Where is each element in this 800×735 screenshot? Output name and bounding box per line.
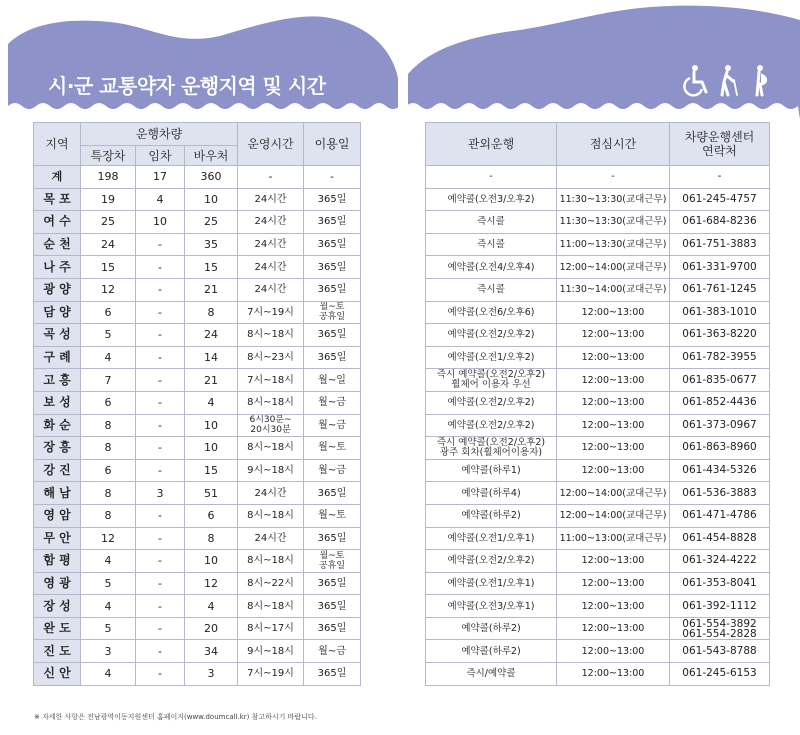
table-cell: 월~금 (304, 640, 361, 663)
table-cell: 6 (81, 459, 136, 482)
table-cell: 35 (185, 233, 238, 256)
table-cell: 365일 (304, 617, 361, 640)
table-row (426, 278, 770, 301)
table-cell: 12:00~13:00 (557, 391, 670, 414)
table-cell: 12:00~13:00 (557, 459, 670, 482)
table-cell: 4 (81, 346, 136, 369)
table-cell: 즉시콜 (426, 233, 557, 256)
contact-table-body (426, 166, 770, 686)
table-cell: 12:00~13:00 (557, 324, 670, 347)
table-cell: - (136, 504, 185, 527)
table-cell: 7시~19시 (238, 301, 304, 324)
table-cell: 365일 (304, 233, 361, 256)
table-row (426, 663, 770, 686)
table-cell: 월~토 공휴일 (304, 550, 361, 573)
region-cell: 계 (34, 166, 81, 189)
table-cell: 15 (185, 459, 238, 482)
table-row (426, 640, 770, 663)
table-row (426, 437, 770, 460)
region-cell: 순 천 (34, 233, 81, 256)
table-row (34, 504, 361, 527)
table-cell: 24 (81, 233, 136, 256)
table-cell: 예약콜(오전4/오후4) (426, 256, 557, 279)
table-cell: 10 (185, 414, 238, 437)
table-row (426, 414, 770, 437)
table-cell: - (136, 256, 185, 279)
region-cell: 곡 성 (34, 324, 81, 347)
table-cell: 24시간 (238, 188, 304, 211)
table-cell: 8시~18시 (238, 595, 304, 618)
table-cell: 365일 (304, 346, 361, 369)
table-cell: - (136, 595, 185, 618)
elderly-icon (722, 65, 737, 95)
table-cell: - (136, 437, 185, 460)
table-cell: 예약콜(오전2/오후2) (426, 414, 557, 437)
col-lunch: 점심시간 (557, 123, 670, 166)
table-cell: 4 (81, 550, 136, 573)
table-cell: 10 (185, 437, 238, 460)
table-cell: 8시~18시 (238, 324, 304, 347)
col-days: 이용일 (304, 123, 361, 166)
table-row (34, 346, 361, 369)
region-cell: 고 흥 (34, 369, 81, 392)
table-row (34, 256, 361, 279)
table-row (426, 595, 770, 618)
table-cell: - (136, 572, 185, 595)
table-row (34, 233, 361, 256)
table-cell: 즉시콜 (426, 211, 557, 234)
region-cell: 목 포 (34, 188, 81, 211)
phone-cell: 061-835-0677 (670, 369, 770, 392)
table-cell: 12:00~13:00 (557, 369, 670, 392)
col-out-of-area: 관외운행 (426, 123, 557, 166)
table-cell: - (136, 617, 185, 640)
region-cell: 완 도 (34, 617, 81, 640)
table-cell: 8 (185, 527, 238, 550)
table-cell: 11:00~13:30(교대근무) (557, 233, 670, 256)
table-cell: 8 (81, 482, 136, 505)
phone-cell: 061-324-4222 (670, 550, 770, 573)
col-center-contact: 차량운행센터 연락처 (670, 123, 770, 166)
region-cell: 보 성 (34, 391, 81, 414)
col-voucher: 바우처 (185, 146, 238, 166)
table-cell: 8시~23시 (238, 346, 304, 369)
table-cell: 12:00~13:00 (557, 550, 670, 573)
table-cell: 7시~18시 (238, 369, 304, 392)
table-cell: 예약콜(오전2/오후2) (426, 391, 557, 414)
table-cell: 3 (136, 482, 185, 505)
region-cell: 영 암 (34, 504, 81, 527)
table-cell: 24시간 (238, 233, 304, 256)
wheelchair-icon (684, 65, 706, 95)
table-cell: 12:00~14:00(교대근무) (557, 504, 670, 527)
table-cell: 4 (81, 595, 136, 618)
table-cell: - (136, 233, 185, 256)
table-row (34, 572, 361, 595)
phone-cell: 061-863-8960 (670, 437, 770, 460)
table-row (34, 369, 361, 392)
table-cell: 20 (185, 617, 238, 640)
table-row (426, 233, 770, 256)
phone-cell: - (670, 166, 770, 189)
table-cell: 17 (136, 166, 185, 189)
region-cell: 여 수 (34, 211, 81, 234)
table-cell: 8시~18시 (238, 550, 304, 573)
phone-cell: 061-353-8041 (670, 572, 770, 595)
table-cell: 8시~18시 (238, 391, 304, 414)
table-cell: 12:00~14:00(교대근무) (557, 256, 670, 279)
region-cell: 강 진 (34, 459, 81, 482)
table-cell: 6 (81, 301, 136, 324)
table-cell: 8 (81, 437, 136, 460)
accessibility-icons (682, 64, 782, 98)
table-cell: 즉시 예약콜(오전2/오후2) 휠체어 이용자 우선 (426, 369, 557, 392)
table-cell: 24시간 (238, 527, 304, 550)
table-cell: - (304, 166, 361, 189)
table-cell: - (238, 166, 304, 189)
table-cell: 12 (81, 278, 136, 301)
table-cell: 8 (81, 414, 136, 437)
phone-cell: 061-245-4757 (670, 188, 770, 211)
table-row (426, 324, 770, 347)
table-cell: - (136, 640, 185, 663)
col-special: 특장차 (81, 146, 136, 166)
table-cell: 365일 (304, 527, 361, 550)
table-cell: 예약콜(오전1/오후2) (426, 346, 557, 369)
table-cell: 8시~22시 (238, 572, 304, 595)
table-cell: 19 (81, 188, 136, 211)
pregnant-icon (757, 65, 767, 95)
table-cell: 5 (81, 617, 136, 640)
page-title: 시·군 교통약자 운행지역 및 시간 (48, 74, 326, 98)
table-cell: 월~토 (304, 437, 361, 460)
region-cell: 해 남 (34, 482, 81, 505)
table-cell: 예약콜(오전3/오후2) (426, 188, 557, 211)
table-cell: 예약콜(오전6/오후6) (426, 301, 557, 324)
table-cell: - (136, 391, 185, 414)
table-cell: 예약콜(오전3/오후1) (426, 595, 557, 618)
table-cell: 즉시콜 (426, 278, 557, 301)
phone-cell: 061-245-6153 (670, 663, 770, 686)
table-cell: 365일 (304, 188, 361, 211)
table-cell: 12 (185, 572, 238, 595)
table-row (426, 527, 770, 550)
table-row (426, 301, 770, 324)
table-cell: - (136, 414, 185, 437)
phone-cell: 061-684-8236 (670, 211, 770, 234)
phone-cell: 061-383-1010 (670, 301, 770, 324)
table-cell: 34 (185, 640, 238, 663)
table-cell: 9시~18시 (238, 640, 304, 663)
table-row (34, 414, 361, 437)
table-cell: 예약콜(오전2/오후2) (426, 550, 557, 573)
region-cell: 담 양 (34, 301, 81, 324)
table-cell: 4 (136, 188, 185, 211)
table-cell: 11:30~13:30(교대근무) (557, 211, 670, 234)
table-cell: 51 (185, 482, 238, 505)
table-cell: 예약콜(오전1/오후1) (426, 527, 557, 550)
table-cell: 12:00~13:00 (557, 414, 670, 437)
table-row (426, 459, 770, 482)
table-cell: 5 (81, 324, 136, 347)
table-cell: 25 (81, 211, 136, 234)
table-cell: 8시~18시 (238, 504, 304, 527)
region-cell: 장 흥 (34, 437, 81, 460)
table-cell: 365일 (304, 482, 361, 505)
table-row (34, 482, 361, 505)
table-cell: 365일 (304, 572, 361, 595)
table-cell: 예약콜(하루4) (426, 482, 557, 505)
table-cell: 즉시/예약콜 (426, 663, 557, 686)
table-cell: 예약콜(하루2) (426, 640, 557, 663)
table-cell: - (136, 527, 185, 550)
table-row (34, 617, 361, 640)
table-cell: 4 (81, 663, 136, 686)
table-cell: - (136, 346, 185, 369)
table-cell: 12:00~13:00 (557, 572, 670, 595)
table-cell: 12:00~14:00(교대근무) (557, 482, 670, 505)
table-cell: 11:00~13:00(교대근무) (557, 527, 670, 550)
table-cell: 5 (81, 572, 136, 595)
contact-table (425, 122, 770, 686)
col-hours: 운영시간 (238, 123, 304, 166)
phone-cell: 061-543-8788 (670, 640, 770, 663)
table-cell: 24 (185, 324, 238, 347)
table-row (34, 391, 361, 414)
table-row (426, 166, 770, 189)
table-cell: 3 (185, 663, 238, 686)
table-row (426, 617, 770, 640)
table-row (34, 459, 361, 482)
table-cell: 월~토 (304, 504, 361, 527)
table-cell: 21 (185, 369, 238, 392)
table-cell: 예약콜(하루2) (426, 504, 557, 527)
table-cell: 12:00~13:00 (557, 617, 670, 640)
table-row (34, 324, 361, 347)
table-cell: 365일 (304, 278, 361, 301)
phone-cell: 061-761-1245 (670, 278, 770, 301)
table-cell: 월~금 (304, 391, 361, 414)
region-cell: 장 성 (34, 595, 81, 618)
table-cell: - (136, 278, 185, 301)
header-banner (0, 0, 800, 120)
table-cell: 예약콜(하루2) (426, 617, 557, 640)
table-cell: 24시간 (238, 256, 304, 279)
table-cell: 12:00~13:00 (557, 640, 670, 663)
table-cell: 즉시 예약콜(오전2/오후2) 광주 회차(휠체어이용자) (426, 437, 557, 460)
table-cell: 8시~17시 (238, 617, 304, 640)
table-row (34, 166, 361, 189)
table-row (426, 346, 770, 369)
table-row (34, 527, 361, 550)
table-row (426, 369, 770, 392)
table-cell: 6시30분~ 20시30분 (238, 414, 304, 437)
table-row (426, 482, 770, 505)
table-cell: 12:00~13:00 (557, 437, 670, 460)
phone-cell: 061-751-3883 (670, 233, 770, 256)
table-cell: 예약콜(오전1/오후1) (426, 572, 557, 595)
table-cell: 365일 (304, 324, 361, 347)
table-cell: 12:00~13:00 (557, 663, 670, 686)
table-cell: 4 (185, 595, 238, 618)
table-cell: 6 (185, 504, 238, 527)
table-cell: 예약콜(오전2/오후2) (426, 324, 557, 347)
table-cell: 10 (136, 211, 185, 234)
table-row (34, 595, 361, 618)
phone-cell: 061-373-0967 (670, 414, 770, 437)
table-cell: 365일 (304, 211, 361, 234)
table-cell: 365일 (304, 595, 361, 618)
table-cell: 11:30~13:30(교대근무) (557, 188, 670, 211)
table-cell: 360 (185, 166, 238, 189)
region-cell: 광 양 (34, 278, 81, 301)
table-cell: 10 (185, 550, 238, 573)
table-cell: 24시간 (238, 482, 304, 505)
phone-cell: 061-434-5326 (670, 459, 770, 482)
table-cell: - (136, 324, 185, 347)
table-cell: - (136, 663, 185, 686)
table-cell: 3 (81, 640, 136, 663)
region-cell: 신 안 (34, 663, 81, 686)
table-row (34, 550, 361, 573)
table-row (34, 211, 361, 234)
table-cell: 9시~18시 (238, 459, 304, 482)
table-cell: 12:00~13:00 (557, 346, 670, 369)
table-row (34, 278, 361, 301)
footnote: ※ 자세한 사항은 전남광역이동지원센터 홈페이지(www.doumcall.kr) 참고하시기 바랍니다. (34, 713, 317, 721)
phone-cell: 061-554-3892 061-554-2828 (670, 617, 770, 640)
phone-cell: 061-852-4436 (670, 391, 770, 414)
table-cell: - (136, 369, 185, 392)
table-cell: 12:00~13:00 (557, 595, 670, 618)
region-cell: 구 례 (34, 346, 81, 369)
table-row (426, 504, 770, 527)
table-cell: - (136, 459, 185, 482)
region-cell: 화 순 (34, 414, 81, 437)
table-cell: - (136, 550, 185, 573)
table-row (426, 572, 770, 595)
phone-cell: 061-363-8220 (670, 324, 770, 347)
table-cell: 7시~19시 (238, 663, 304, 686)
col-rental: 임차 (136, 146, 185, 166)
table-row (426, 256, 770, 279)
table-cell: 11:30~14:00(교대근무) (557, 278, 670, 301)
phone-cell: 061-471-4786 (670, 504, 770, 527)
table-cell: 15 (185, 256, 238, 279)
phone-cell: 061-392-1112 (670, 595, 770, 618)
region-cell: 무 안 (34, 527, 81, 550)
service-table-body (34, 166, 361, 686)
table-cell: 월~금 (304, 414, 361, 437)
phone-cell: 061-782-3955 (670, 346, 770, 369)
table-row (426, 550, 770, 573)
banner-right-shape (408, 6, 800, 118)
table-cell: - (557, 166, 670, 189)
col-region: 지역 (34, 123, 81, 166)
phone-cell: 061-536-3883 (670, 482, 770, 505)
region-cell: 나 주 (34, 256, 81, 279)
phone-cell: 061-331-9700 (670, 256, 770, 279)
table-cell: 8 (185, 301, 238, 324)
table-cell: 25 (185, 211, 238, 234)
region-cell: 영 광 (34, 572, 81, 595)
table-cell: 예약콜(하루1) (426, 459, 557, 482)
table-cell: 12:00~13:00 (557, 301, 670, 324)
phone-cell: 061-454-8828 (670, 527, 770, 550)
table-cell: 24시간 (238, 211, 304, 234)
table-row (34, 188, 361, 211)
table-cell: 15 (81, 256, 136, 279)
table-cell: 14 (185, 346, 238, 369)
table-cell: 24시간 (238, 278, 304, 301)
table-cell: 10 (185, 188, 238, 211)
table-cell: 6 (81, 391, 136, 414)
region-cell: 함 평 (34, 550, 81, 573)
banner-left-shape (8, 16, 398, 118)
table-cell: - (136, 301, 185, 324)
col-vehicles: 운행차량 (81, 123, 238, 146)
table-row (426, 391, 770, 414)
table-row (426, 211, 770, 234)
table-row (426, 188, 770, 211)
table-cell: 월~금 (304, 459, 361, 482)
table-cell: 4 (185, 391, 238, 414)
table-cell: 12 (81, 527, 136, 550)
table-row (34, 301, 361, 324)
table-cell: 월~토 공휴일 (304, 301, 361, 324)
service-table (33, 122, 361, 686)
table-cell: 365일 (304, 256, 361, 279)
table-row (34, 663, 361, 686)
table-cell: 7 (81, 369, 136, 392)
table-cell: 21 (185, 278, 238, 301)
table-cell: 198 (81, 166, 136, 189)
table-cell: 8 (81, 504, 136, 527)
table-row (34, 640, 361, 663)
table-cell: 월~일 (304, 369, 361, 392)
table-row (34, 437, 361, 460)
table-cell: 365일 (304, 663, 361, 686)
table-cell: 8시~18시 (238, 437, 304, 460)
table-cell: - (426, 166, 557, 189)
region-cell: 진 도 (34, 640, 81, 663)
